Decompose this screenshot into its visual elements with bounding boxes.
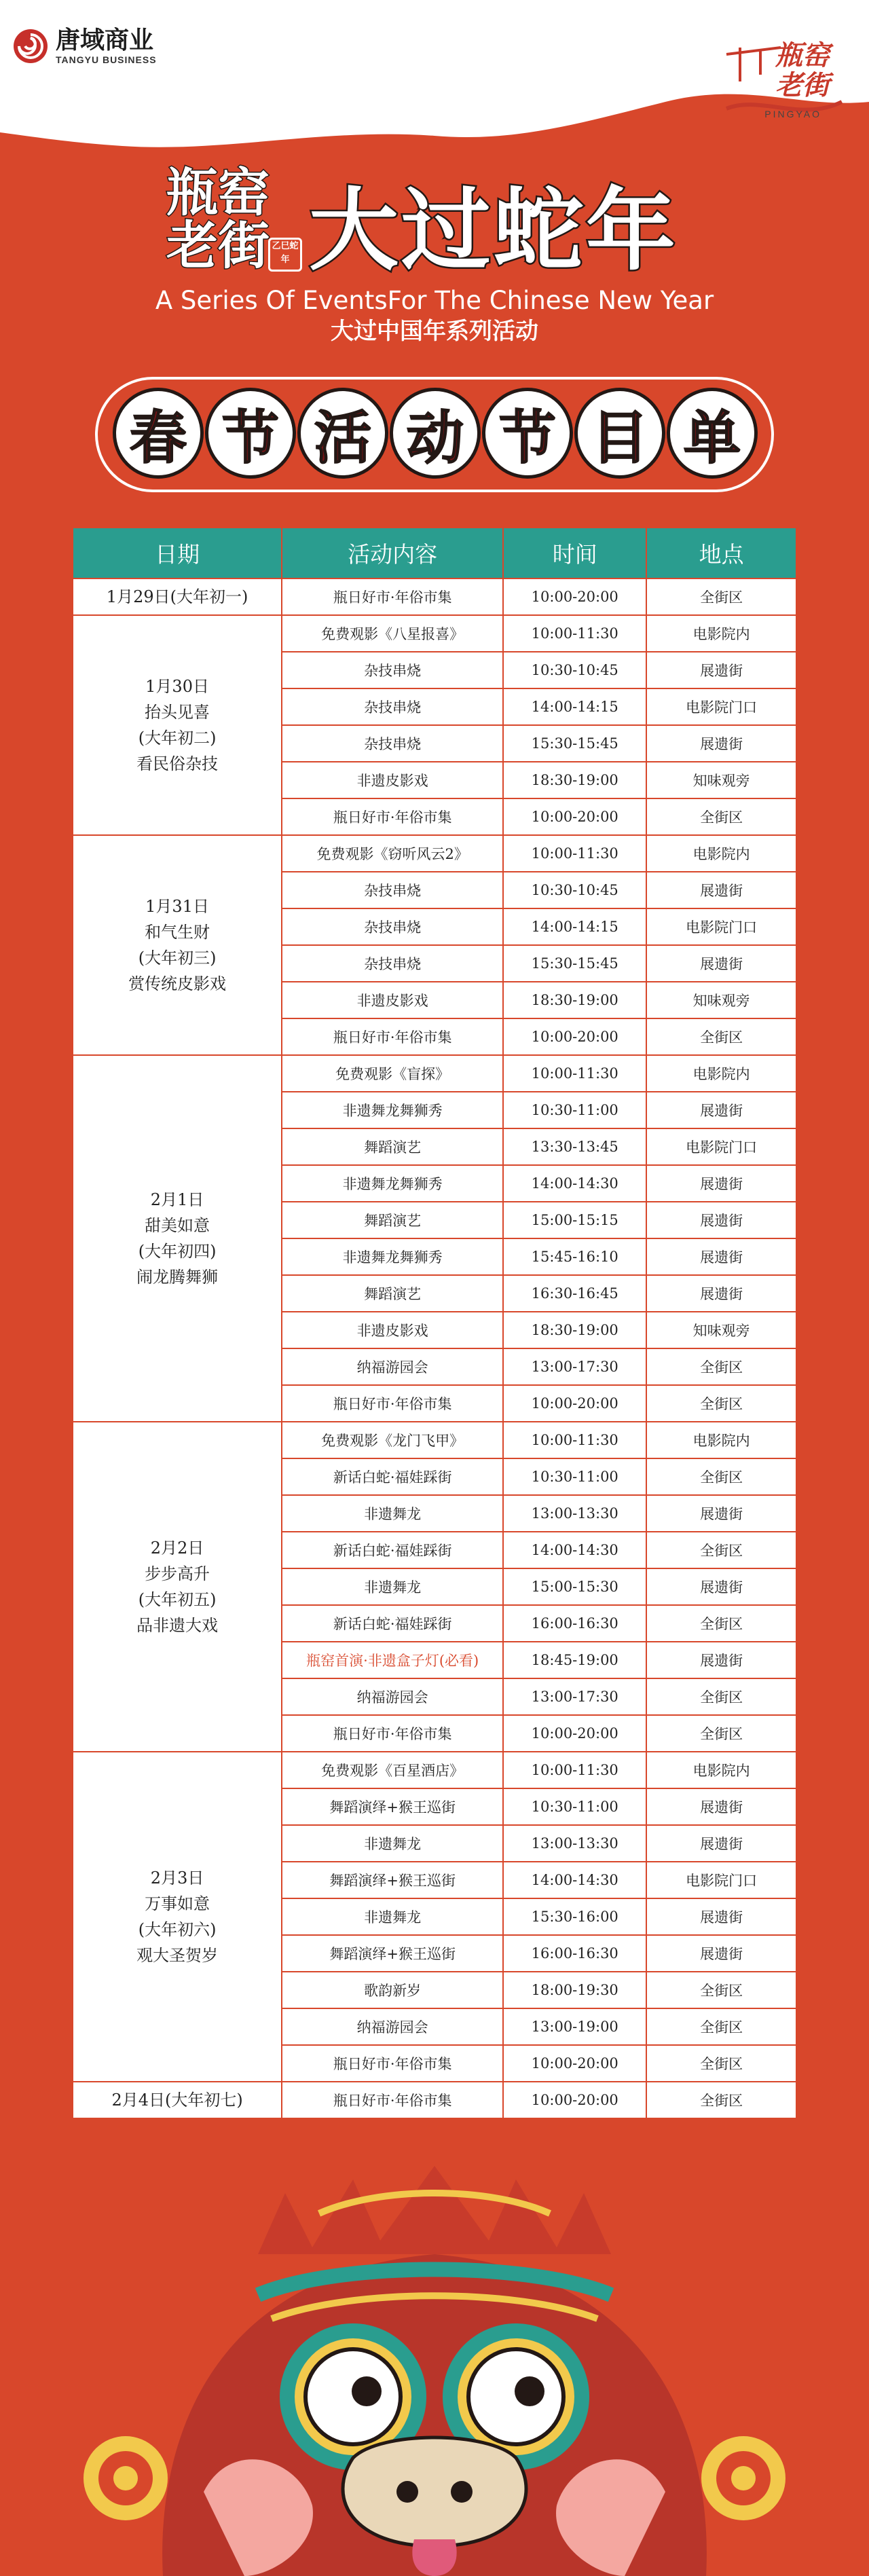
activity-cell: 瓶日好市·年俗市集 xyxy=(282,1385,503,1422)
place-cell: 知味观旁 xyxy=(646,762,796,798)
activity-cell: 杂技串烧 xyxy=(282,725,503,762)
date-cell xyxy=(73,615,282,835)
activity-cell: 纳福游园会 xyxy=(282,2008,503,2045)
time-cell: 18:30-19:00 xyxy=(503,762,646,798)
activity-cell: 非遗皮影戏 xyxy=(282,1312,503,1348)
time-cell: 10:00-20:00 xyxy=(503,1385,646,1422)
program-banner xyxy=(95,377,774,492)
time-cell: 10:00-11:30 xyxy=(503,1055,646,1092)
date-line: 观大圣贺岁 xyxy=(136,1946,219,1965)
place-cell: 展遗街 xyxy=(646,872,796,908)
time-cell: 10:00-11:30 xyxy=(503,615,646,652)
date-line: 1月31日 xyxy=(145,897,209,916)
place-cell: 电影院门口 xyxy=(646,1128,796,1165)
banner-char: 活 xyxy=(297,388,388,479)
time-cell: 14:00-14:30 xyxy=(503,1862,646,1898)
main-title: 大过蛇年 xyxy=(309,179,678,283)
table-row xyxy=(73,578,796,615)
time-cell: 13:00-17:30 xyxy=(503,1678,646,1715)
brand-logo xyxy=(12,27,157,65)
place-cell: 展遗街 xyxy=(646,1275,796,1312)
activity-cell: 新话白蛇·福娃踩街 xyxy=(282,1458,503,1495)
place-cell: 全街区 xyxy=(646,1972,796,2008)
place-cell: 电影院门口 xyxy=(646,688,796,725)
place-cell: 展遗街 xyxy=(646,1642,796,1678)
place-cell: 全街区 xyxy=(646,1532,796,1568)
time-cell: 10:00-20:00 xyxy=(503,1018,646,1055)
date-line: 赏传统皮影戏 xyxy=(128,974,227,993)
activity-cell: 舞蹈演艺 xyxy=(282,1275,503,1312)
time-cell: 13:00-13:30 xyxy=(503,1825,646,1862)
time-cell: 10:30-11:00 xyxy=(503,1458,646,1495)
time-cell: 15:30-15:45 xyxy=(503,945,646,982)
activity-cell: 瓶日好市·年俗市集 xyxy=(282,2045,503,2082)
date-line: (大年初三) xyxy=(138,949,217,968)
time-cell: 10:30-11:00 xyxy=(503,1092,646,1128)
activity-cell: 舞蹈演绎+猴王巡街 xyxy=(282,1862,503,1898)
time-cell: 16:00-16:30 xyxy=(503,1935,646,1972)
time-cell: 16:00-16:30 xyxy=(503,1605,646,1642)
activity-cell: 非遗舞龙 xyxy=(282,1898,503,1935)
place-cell: 展遗街 xyxy=(646,1238,796,1275)
place-cell: 全街区 xyxy=(646,1715,796,1752)
activity-cell: 非遗舞龙 xyxy=(282,1568,503,1605)
activity-cell: 非遗皮影戏 xyxy=(282,982,503,1018)
lion-face-illustration xyxy=(0,2139,869,2576)
time-cell: 15:00-15:15 xyxy=(503,1202,646,1238)
activity-cell: 免费观影《盲探》 xyxy=(282,1055,503,1092)
place-cell: 展遗街 xyxy=(646,1898,796,1935)
activity-cell: 非遗舞龙舞狮秀 xyxy=(282,1165,503,1202)
date-line: (大年初二) xyxy=(138,729,217,748)
place-cell: 展遗街 xyxy=(646,1092,796,1128)
place-cell: 知味观旁 xyxy=(646,982,796,1018)
date-line: 看民俗杂技 xyxy=(136,754,219,773)
subtitle-cn: 大过中国年系列活动 xyxy=(331,318,538,345)
place-cell: 展遗街 xyxy=(646,1495,796,1532)
place-cell: 电影院内 xyxy=(646,835,796,872)
activity-cell: 非遗舞龙舞狮秀 xyxy=(282,1092,503,1128)
brand-name-cn: 唐域商业 xyxy=(56,26,154,54)
time-cell: 15:45-16:10 xyxy=(503,1238,646,1275)
place-cell: 电影院内 xyxy=(646,1055,796,1092)
banner-char: 节 xyxy=(205,388,296,479)
date-line: 品非遗大戏 xyxy=(136,1616,219,1635)
header-time: 时间 xyxy=(503,528,646,578)
activity-cell: 纳福游园会 xyxy=(282,1348,503,1385)
time-cell: 14:00-14:15 xyxy=(503,908,646,945)
date-line: 2月2日 xyxy=(150,1539,204,1558)
time-cell: 10:00-11:30 xyxy=(503,835,646,872)
time-cell: 16:30-16:45 xyxy=(503,1275,646,1312)
place-cell: 展遗街 xyxy=(646,652,796,688)
header-date: 日期 xyxy=(73,528,282,578)
place-cell: 全街区 xyxy=(646,2045,796,2082)
table-row xyxy=(73,835,796,872)
place-cell: 知味观旁 xyxy=(646,1312,796,1348)
corner-logo-line1: 瓶窑 xyxy=(775,39,830,71)
place-cell: 电影院内 xyxy=(646,615,796,652)
corner-logo-line2: 老街 xyxy=(775,69,830,101)
place-cell: 展遗街 xyxy=(646,725,796,762)
activity-cell: 免费观影《龙门飞甲》 xyxy=(282,1422,503,1458)
time-cell: 18:30-19:00 xyxy=(503,1312,646,1348)
place-cell: 展遗街 xyxy=(646,1165,796,1202)
place-cell: 电影院门口 xyxy=(646,908,796,945)
time-cell: 10:00-20:00 xyxy=(503,578,646,615)
place-cell: 展遗街 xyxy=(646,1568,796,1605)
place-cell: 展遗街 xyxy=(646,945,796,982)
date-cell xyxy=(73,578,282,615)
date-line: 1月30日 xyxy=(145,677,209,696)
date-line: 步步高升 xyxy=(145,1564,210,1583)
table-row xyxy=(73,1752,796,1788)
activity-cell: 瓶日好市·年俗市集 xyxy=(282,798,503,835)
title-left-line1: 瓶窑 xyxy=(166,162,270,223)
corner-logo-text xyxy=(775,41,830,100)
banner-chars xyxy=(113,388,758,479)
time-cell: 15:30-16:00 xyxy=(503,1898,646,1935)
place-cell: 展遗街 xyxy=(646,1935,796,1972)
activity-cell: 舞蹈演绎+猴王巡街 xyxy=(282,1788,503,1825)
date-line: 万事如意 xyxy=(145,1894,210,1913)
corner-logo-en: PINGYAO xyxy=(764,109,821,119)
date-cell xyxy=(73,1752,282,2082)
activity-cell: 免费观影《八星报喜》 xyxy=(282,615,503,652)
date-cell xyxy=(73,1422,282,1752)
time-cell: 10:00-20:00 xyxy=(503,798,646,835)
time-cell: 14:00-14:30 xyxy=(503,1532,646,1568)
time-cell: 10:00-20:00 xyxy=(503,2082,646,2118)
header-place: 地点 xyxy=(646,528,796,578)
date-cell xyxy=(73,1055,282,1422)
place-cell: 全街区 xyxy=(646,578,796,615)
activity-cell: 非遗舞龙 xyxy=(282,1825,503,1862)
time-cell: 10:30-11:00 xyxy=(503,1788,646,1825)
activity-cell: 瓶日好市·年俗市集 xyxy=(282,2082,503,2118)
date-cell xyxy=(73,835,282,1055)
place-cell: 全街区 xyxy=(646,1018,796,1055)
time-cell: 10:00-11:30 xyxy=(503,1422,646,1458)
time-cell: 15:30-15:45 xyxy=(503,725,646,762)
activity-cell: 舞蹈演艺 xyxy=(282,1202,503,1238)
activity-cell: 舞蹈演绎+猴王巡街 xyxy=(282,1935,503,1972)
time-cell: 10:30-10:45 xyxy=(503,652,646,688)
place-cell: 电影院门口 xyxy=(646,1862,796,1898)
activity-cell: 非遗皮影戏 xyxy=(282,762,503,798)
banner-char: 春 xyxy=(113,388,204,479)
place-cell: 电影院内 xyxy=(646,1422,796,1458)
time-cell: 18:30-19:00 xyxy=(503,982,646,1018)
date-line: 和气生财 xyxy=(145,923,210,942)
activity-cell: 免费观影《百星酒店》 xyxy=(282,1752,503,1788)
banner-char: 节 xyxy=(482,388,573,479)
time-cell: 10:00-20:00 xyxy=(503,1715,646,1752)
time-cell: 18:00-19:30 xyxy=(503,1972,646,2008)
date-line: 闹龙腾舞狮 xyxy=(136,1268,219,1287)
activity-cell: 杂技串烧 xyxy=(282,872,503,908)
title-left-line2: 老街 xyxy=(166,215,270,276)
activity-cell: 杂技串烧 xyxy=(282,945,503,982)
place-cell: 展遗街 xyxy=(646,1825,796,1862)
schedule-table xyxy=(72,527,797,2119)
activity-cell: 瓶日好市·年俗市集 xyxy=(282,578,503,615)
date-line: 1月29日(大年初一) xyxy=(106,587,248,606)
time-cell: 13:00-19:00 xyxy=(503,2008,646,2045)
activity-cell: 杂技串烧 xyxy=(282,652,503,688)
place-cell: 全街区 xyxy=(646,1605,796,1642)
activity-cell: 新话白蛇·福娃踩街 xyxy=(282,1532,503,1568)
brand-name-en: TANGYU BUSINESS xyxy=(56,54,157,65)
date-cell xyxy=(73,2082,282,2118)
table-row xyxy=(73,1055,796,1092)
table-body xyxy=(73,578,796,2118)
activity-cell: 瓶窑首演·非遗盒子灯(必看) xyxy=(282,1642,503,1678)
date-line: 抬头见喜 xyxy=(145,703,210,722)
time-cell: 13:30-13:45 xyxy=(503,1128,646,1165)
banner-char: 动 xyxy=(390,388,481,479)
place-cell: 全街区 xyxy=(646,2008,796,2045)
banner-char: 单 xyxy=(667,388,758,479)
table-header-row xyxy=(73,528,796,578)
time-cell: 15:00-15:30 xyxy=(503,1568,646,1605)
spiral-logo-icon xyxy=(12,28,49,65)
time-cell: 14:00-14:30 xyxy=(503,1165,646,1202)
date-line: (大年初六) xyxy=(138,1920,217,1939)
date-line: 2月1日 xyxy=(150,1190,204,1209)
activity-cell: 瓶日好市·年俗市集 xyxy=(282,1715,503,1752)
time-cell: 13:00-13:30 xyxy=(503,1495,646,1532)
activity-cell: 非遗舞龙 xyxy=(282,1495,503,1532)
year-seal: 乙巳蛇年 xyxy=(268,238,302,272)
activity-cell: 杂技串烧 xyxy=(282,908,503,945)
activity-cell: 纳福游园会 xyxy=(282,1678,503,1715)
place-cell: 展遗街 xyxy=(646,1202,796,1238)
header-activity: 活动内容 xyxy=(282,528,503,578)
time-cell: 10:30-10:45 xyxy=(503,872,646,908)
date-line: 2月4日(大年初七) xyxy=(111,2091,243,2110)
time-cell: 18:45-19:00 xyxy=(503,1642,646,1678)
activity-cell: 杂技串烧 xyxy=(282,688,503,725)
date-line: (大年初五) xyxy=(138,1590,217,1609)
place-cell: 全街区 xyxy=(646,1678,796,1715)
time-cell: 14:00-14:15 xyxy=(503,688,646,725)
title-left xyxy=(166,162,270,276)
place-cell: 全街区 xyxy=(646,2082,796,2118)
activity-cell: 非遗舞龙舞狮秀 xyxy=(282,1238,503,1275)
subtitle-en: A Series Of EventsFor The Chinese New Year xyxy=(155,286,714,315)
table-row xyxy=(73,1422,796,1458)
date-line: 2月3日 xyxy=(150,1869,204,1888)
activity-cell: 新话白蛇·福娃踩街 xyxy=(282,1605,503,1642)
date-line: 甜美如意 xyxy=(145,1216,210,1235)
place-cell: 全街区 xyxy=(646,1348,796,1385)
time-cell: 10:00-20:00 xyxy=(503,2045,646,2082)
time-cell: 10:00-11:30 xyxy=(503,1752,646,1788)
place-cell: 全街区 xyxy=(646,1458,796,1495)
activity-cell: 歌韵新岁 xyxy=(282,1972,503,2008)
place-cell: 电影院内 xyxy=(646,1752,796,1788)
banner-char: 目 xyxy=(574,388,665,479)
activity-cell: 免费观影《窃听风云2》 xyxy=(282,835,503,872)
place-cell: 全街区 xyxy=(646,798,796,835)
table-row xyxy=(73,2082,796,2118)
place-cell: 全街区 xyxy=(646,1385,796,1422)
place-cell: 展遗街 xyxy=(646,1788,796,1825)
activity-cell: 舞蹈演艺 xyxy=(282,1128,503,1165)
time-cell: 13:00-17:30 xyxy=(503,1348,646,1385)
date-line: (大年初四) xyxy=(138,1242,217,1261)
activity-cell: 瓶日好市·年俗市集 xyxy=(282,1018,503,1055)
table-row xyxy=(73,615,796,652)
